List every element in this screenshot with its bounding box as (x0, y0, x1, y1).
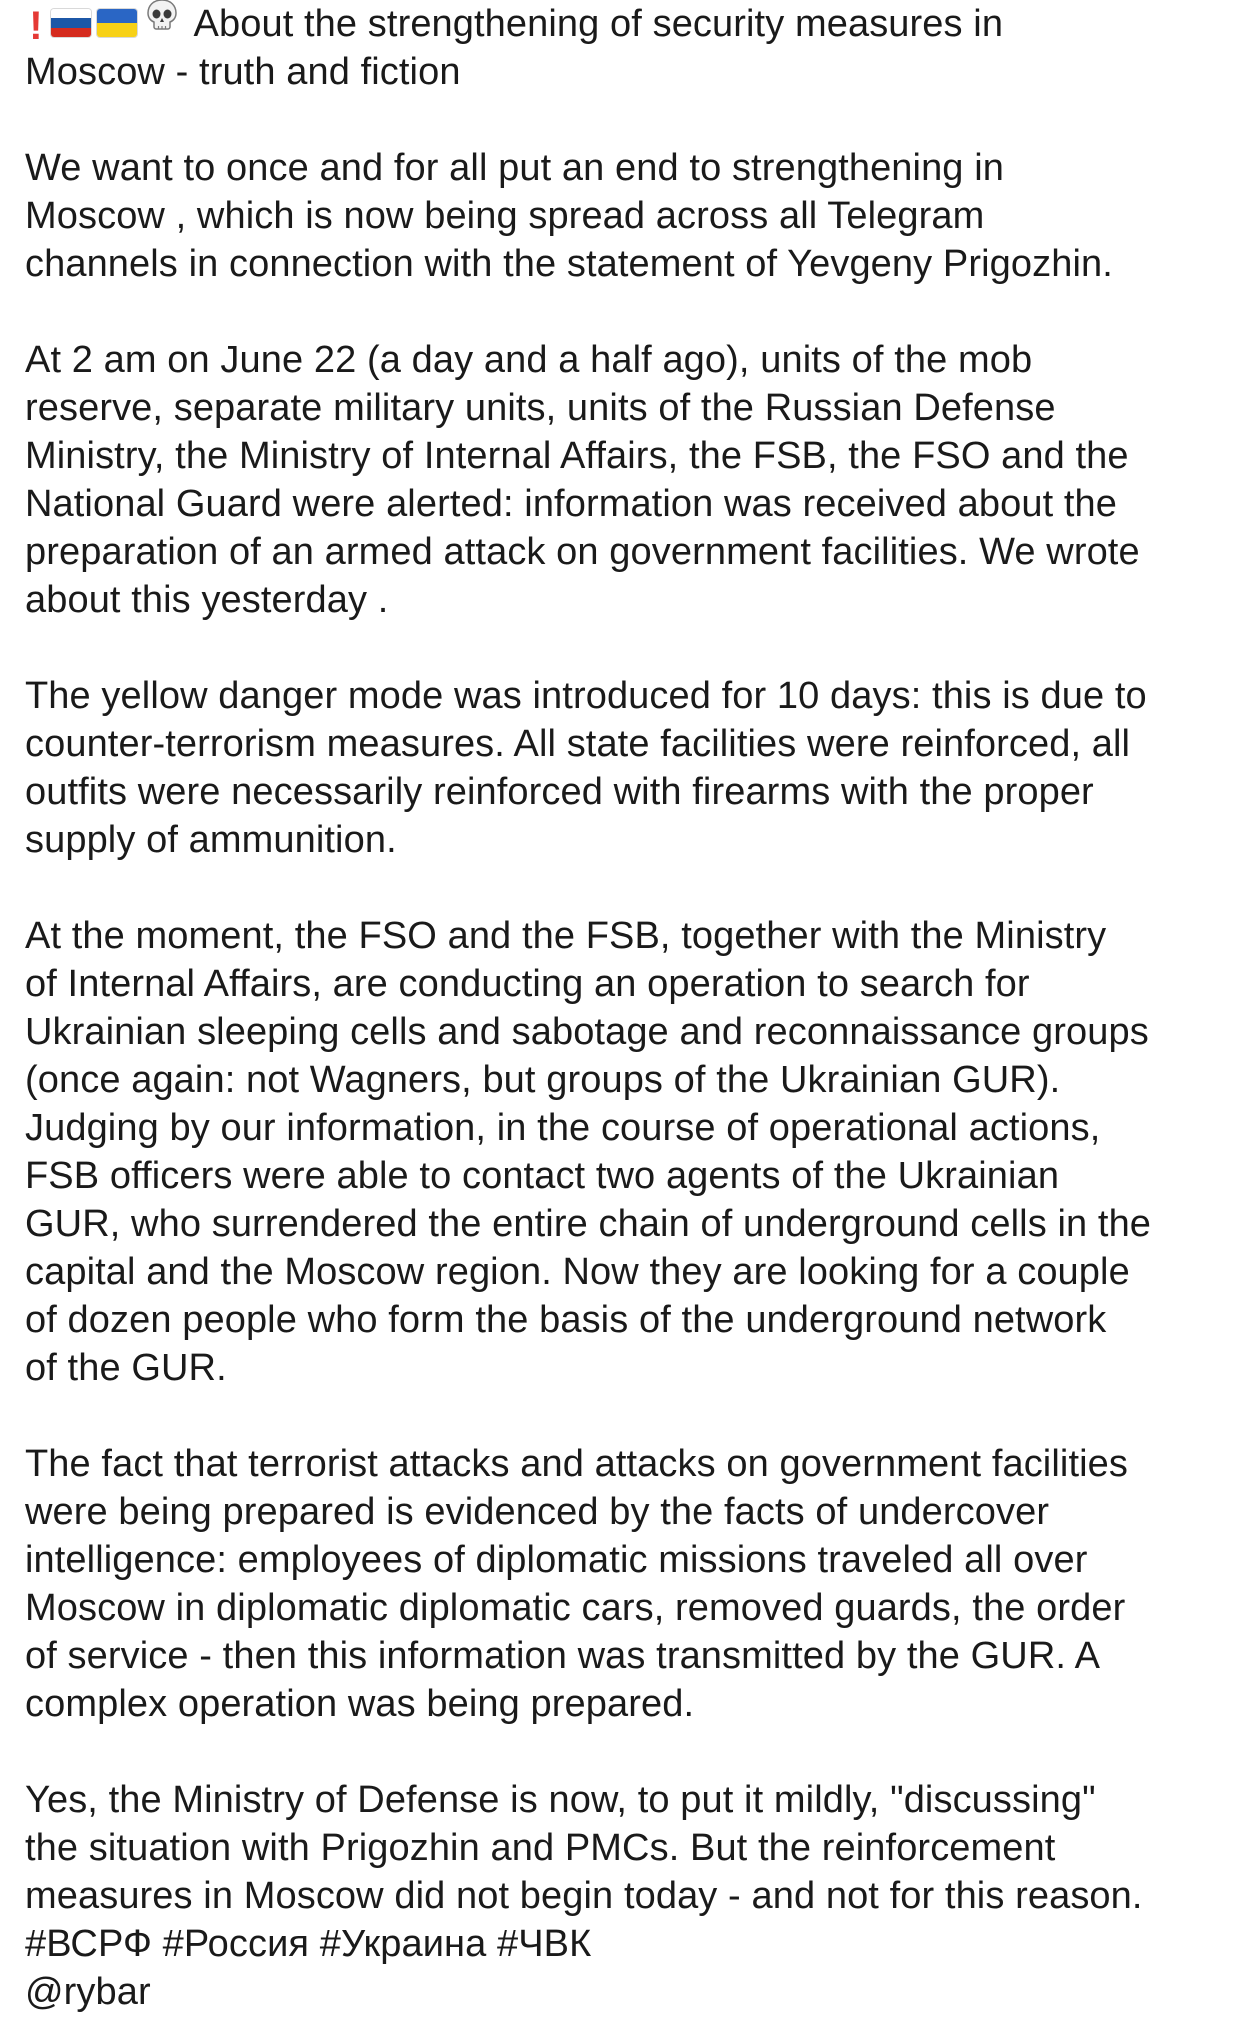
ukraine-flag-icon (97, 9, 137, 37)
skull-icon (143, 1, 181, 51)
paragraph-line: Ukrainian sleeping cells and sabotage and reconnaissance groups (25, 1011, 1149, 1053)
paragraph-line: intelligence: employees of diplomatic missions traveled all over (25, 1539, 1088, 1581)
paragraph-line: At 2 am on June 22 (a day and a half ago), units of the mob (25, 339, 1033, 381)
paragraph-line: outfits were necessarily reinforced with firearms with the proper (25, 771, 1094, 813)
paragraph-line: capital and the Moscow region. Now they are looking for a couple (25, 1251, 1130, 1293)
post-title-text: About the strengthening of security measures in (185, 3, 1004, 45)
paragraph-line: of the GUR. (25, 1347, 227, 1389)
paragraph-line: National Guard were alerted: information was received about the (25, 483, 1118, 525)
paragraph (25, 336, 1235, 624)
paragraph-line: We want to once and for all put an end to strengthening in (25, 147, 1004, 189)
paragraph-line: the situation with Prigozhin and PMCs. But the reinforcement (25, 1827, 1056, 1869)
paragraph-line: reserve, separate military units, units of the Russian Defense (25, 387, 1056, 429)
paragraph-line: Judging by our information, in the course of operational actions, (25, 1107, 1101, 1149)
russia-flag-icon (51, 9, 91, 37)
paragraph (25, 912, 1235, 1392)
paragraph-line: of Internal Affairs, are conducting an operation to search for (25, 963, 1030, 1005)
paragraph-line: (once again: not Wagners, but groups of the Ukrainian GUR). (25, 1059, 1061, 1101)
paragraph-line: Ministry, the Ministry of Internal Affairs, the FSB, the FSO and the (25, 435, 1129, 477)
paragraph-line: FSB officers were able to contact two agents of the Ukrainian (25, 1155, 1060, 1197)
paragraph-line: about this yesterday . (25, 579, 389, 621)
paragraph-line: complex operation was being prepared. (25, 1683, 695, 1725)
paragraph-line: GUR, who surrendered the entire chain of underground cells in the (25, 1203, 1152, 1245)
post-title-line-2: Moscow - truth and fiction (25, 51, 461, 93)
paragraph-line: Moscow , which is now being spread across all Telegram (25, 195, 985, 237)
post-title-line-1 (25, 0, 1235, 48)
paragraph (25, 144, 1235, 288)
paragraph-line: Moscow in diplomatic diplomatic cars, removed guards, the order (25, 1587, 1126, 1629)
paragraph-line: of dozen people who form the basis of the underground network (25, 1299, 1107, 1341)
paragraph-line: At the moment, the FSO and the FSB, together with the Ministry (25, 915, 1107, 957)
paragraph-line: The fact that terrorist attacks and attacks on government facilities (25, 1443, 1128, 1485)
hashtags[interactable]: #ВСРФ #Россия #Украина #ЧВК (25, 1923, 592, 1965)
paragraph (25, 1776, 1235, 1920)
paragraph-line: of service - then this information was transmitted by the GUR. A (25, 1635, 1101, 1677)
paragraph-line: counter-terrorism measures. All state facilities were reinforced, all (25, 723, 1131, 765)
paragraph-line: preparation of an armed attack on government facilities. We wrote (25, 531, 1140, 573)
channel-handle[interactable]: @rybar (25, 1971, 151, 2013)
paragraph-line: The yellow danger mode was introduced for 10 days: this is due to (25, 675, 1147, 717)
paragraph (25, 1440, 1235, 1728)
paragraph (25, 672, 1235, 864)
paragraph-line: measures in Moscow did not begin today - and not for this reason. (25, 1875, 1143, 1917)
paragraph-line: channels in connection with the statement of Yevgeny Prigozhin. (25, 243, 1113, 285)
paragraph-line: Yes, the Ministry of Defense is now, to put it mildly, "discussing" (25, 1779, 1096, 1821)
post-body (25, 0, 1235, 2016)
paragraph-line: supply of ammunition. (25, 819, 397, 861)
exclamation-icon: ! (29, 3, 43, 48)
paragraph-line: were being prepared is evidenced by the facts of undercover (25, 1491, 1050, 1533)
